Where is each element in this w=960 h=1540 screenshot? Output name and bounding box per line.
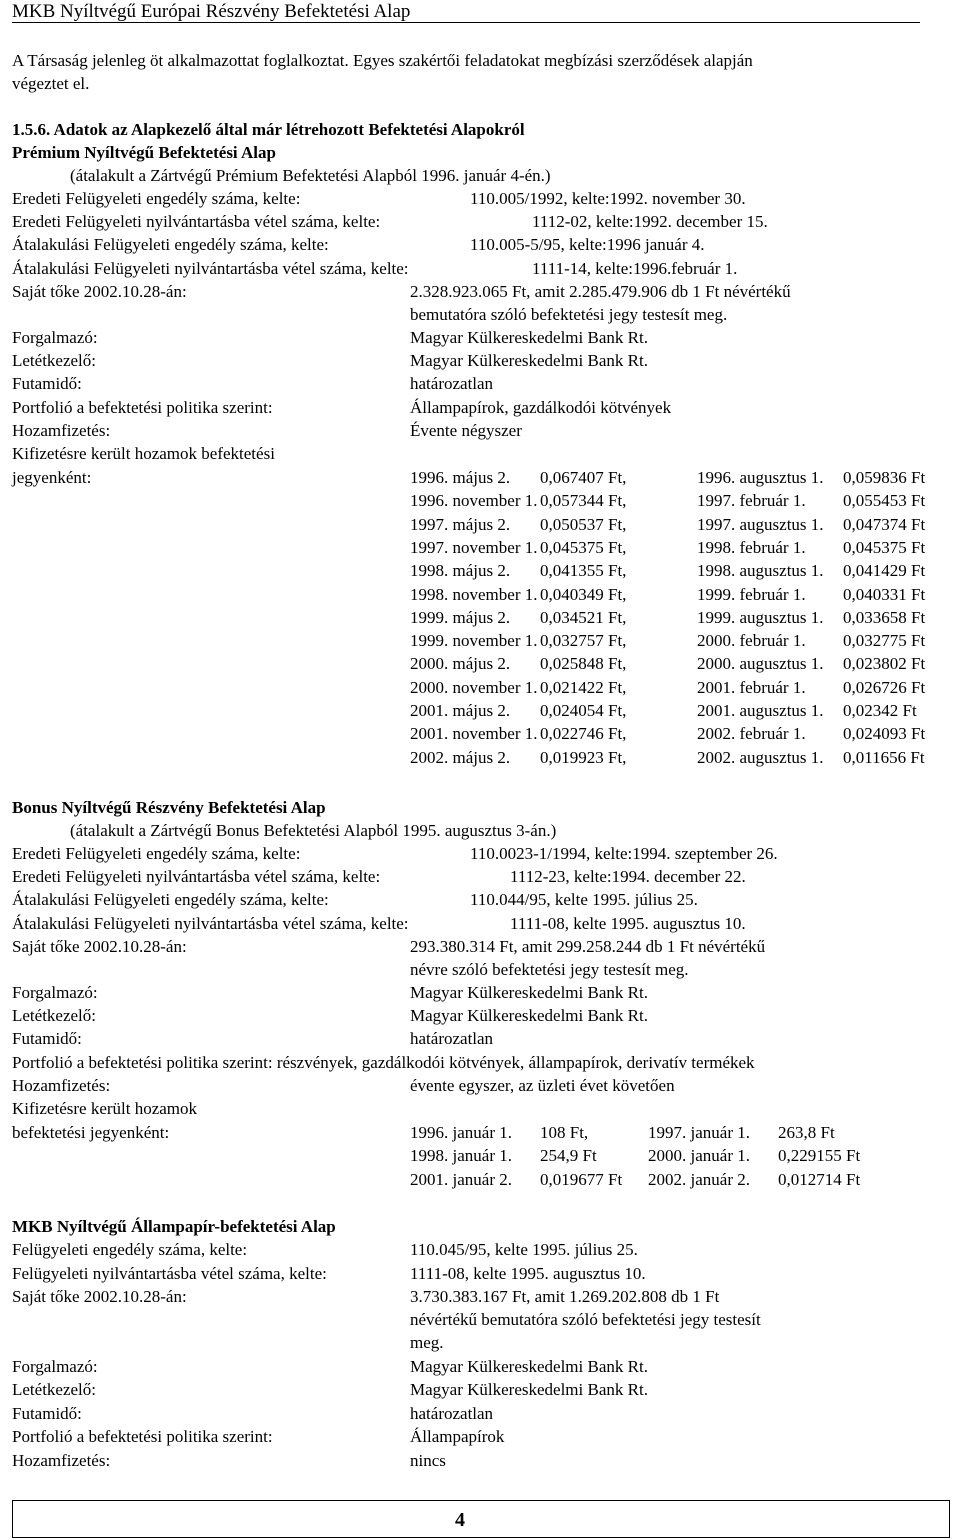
bonus-row-label: Átalakulási Felügyeleti engedély száma, kelte: (12, 890, 329, 909)
premium-payout-cell: 2001. február 1. (697, 677, 806, 697)
premium-payout-cell: 1996. május 2. (410, 468, 511, 487)
premium-payout-cell: 1997. február 1. (697, 491, 806, 511)
allampapir-info-label: Hozamfizetés: (12, 1451, 111, 1470)
premium-row-value: 1111-14, kelte:1996.február 1. (532, 259, 738, 278)
premium-payout-cell: 0,02342 Ft (843, 701, 917, 720)
premium-info-value: Évente négyszer (410, 421, 522, 440)
bonus-info-label: Letétkezelő: (12, 1006, 97, 1025)
bonus-payout-cell: 108 Ft, (540, 1123, 589, 1142)
page-header-title: MKB Nyíltvégű Európai Részvény Befektetési Alap (12, 1, 411, 22)
premium-info-value: Magyar Külkereskedelmi Bank Rt. (410, 328, 648, 347)
premium-payout-cell: 2001. november 1. (410, 724, 538, 744)
bonus-info-value: Magyar Külkereskedelmi Bank Rt. (410, 983, 648, 1002)
premium-payout-cell: 0,024093 Ft (843, 724, 926, 744)
premium-payout-cell: 0,041429 Ft (843, 561, 926, 581)
premium-payout-cell: 0,022746 Ft, (540, 724, 627, 744)
premium-payout-cell: 0,045375 Ft, (540, 537, 627, 557)
premium-payout-cell: 1998. augusztus 1. (697, 561, 824, 581)
bonus-payout-label: Kifizetésre került hozamok (12, 1099, 198, 1118)
allampapir-equity-value-3: meg. (410, 1333, 444, 1352)
bonus-subtitle: (átalakult a Zártvégű Bonus Befektetési Alapból 1995. augusztus 3-án.) (70, 821, 557, 840)
premium-equity-value: 2.328.923.065 Ft, amit 2.285.479.906 db 1 Ft névértékű (410, 282, 791, 301)
premium-info-label: Forgalmazó: (12, 328, 98, 347)
premium-row-label: Átalakulási Felügyeleti nyilvántartásba vétel száma, kelte: (12, 259, 409, 278)
premium-info-value: Magyar Külkereskedelmi Bank Rt. (410, 351, 648, 370)
premium-payout-cell: 1999. február 1. (697, 584, 806, 604)
bonus-payout-cell: 254,9 Ft (540, 1146, 597, 1166)
bonus-payout-cell: 1996. január 1. (410, 1123, 512, 1142)
premium-payout-cell: 0,067407 Ft, (540, 468, 627, 487)
premium-row-value: 1112-02, kelte:1992. december 15. (532, 212, 768, 231)
premium-payout-cell: 0,059836 Ft (843, 468, 926, 487)
premium-payout-cell: 0,033658 Ft (843, 607, 926, 627)
premium-payout-cell: 1999. május 2. (410, 607, 511, 627)
premium-payout-cell: 2001. augusztus 1. (697, 701, 824, 720)
header-divider (12, 22, 920, 23)
bonus-payout-cell: 0,012714 Ft (778, 1169, 861, 1189)
premium-payout-cell: 2000. augusztus 1. (697, 654, 824, 674)
bonus-row-value: 110.0023-1/1994, kelte:1994. szeptember 26. (470, 844, 778, 863)
premium-info-value: Állampapírok, gazdálkodói kötvények (410, 398, 672, 417)
bonus-payout-cell: 2002. január 2. (648, 1169, 750, 1189)
premium-payout-cell: 1996. augusztus 1. (697, 468, 824, 487)
premium-payout-cell: 0,026726 Ft (843, 677, 926, 697)
bonus-equity-label: Saját tőke 2002.10.28-án: (12, 937, 187, 956)
bonus-payout-cell: 0,019677 Ft (540, 1169, 623, 1189)
premium-payout-cell: 2001. május 2. (410, 701, 511, 720)
bonus-equity-value: 293.380.314 Ft, amit 299.258.244 db 1 Ft névértékű (410, 937, 766, 956)
premium-subtitle: (átalakult a Zártvégű Prémium Befektetési Alapból 1996. január 4-én.) (70, 166, 551, 185)
premium-payout-cell: 2000. május 2. (410, 654, 511, 674)
premium-payout-cell: 0,011656 Ft (843, 747, 925, 767)
intro-line-1: A Társaság jelenleg öt alkalmazottat foglalkoztat. Egyes szakértői feladatokat megbízási szerződések alapján (12, 51, 753, 70)
premium-info-label: Letétkezelő: (12, 351, 97, 370)
page-number: 4 (455, 1509, 465, 1531)
premium-payout-cell: 1997. május 2. (410, 514, 511, 534)
allampapir-info-label: Forgalmazó: (12, 1357, 98, 1376)
bonus-yield-label: Hozamfizetés: (12, 1076, 111, 1095)
premium-info-label: Futamidő: (12, 374, 82, 393)
bonus-payout-cell: 263,8 Ft (778, 1123, 835, 1142)
bonus-payout-cell: 2000. január 1. (648, 1146, 750, 1166)
bonus-payout-cell: 1998. január 1. (410, 1146, 512, 1166)
allampapir-info-value: Állampapírok (410, 1427, 505, 1446)
premium-payout-cell: 1999. november 1. (410, 631, 538, 651)
bonus-row-value: 110.044/95, kelte 1995. július 25. (470, 890, 698, 909)
premium-payout-cell: 0,024054 Ft, (540, 701, 627, 720)
allampapir-info-value: nincs (410, 1451, 446, 1470)
premium-row-value: 110.005/1992, kelte:1992. november 30. (470, 189, 746, 208)
bonus-portfolio-line: Portfolió a befektetési politika szerint: részvények, gazdálkodói kötvények, állampapírok, derivatív termékek (12, 1053, 755, 1072)
premium-payout-cell: 0,021422 Ft, (540, 677, 627, 697)
premium-row-label: Átalakulási Felügyeleti engedély száma, kelte: (12, 235, 329, 254)
bonus-payout-label-2: befektetési jegyenként: (12, 1123, 170, 1142)
premium-payout-cell: 1999. augusztus 1. (697, 607, 824, 627)
premium-row-label: Eredeti Felügyeleti nyilvántartásba vétel száma, kelte: (12, 212, 381, 231)
premium-payout-cell: 0,023802 Ft (843, 654, 926, 674)
bonus-info-value: Magyar Külkereskedelmi Bank Rt. (410, 1006, 648, 1025)
premium-payout-cell: 0,041355 Ft, (540, 561, 627, 581)
allampapir-info-label: Portfolió a befektetési politika szerint: (12, 1427, 273, 1446)
premium-payout-cell: 0,025848 Ft, (540, 654, 627, 674)
premium-payout-cell: 1998. november 1. (410, 584, 538, 604)
premium-payout-cell: 1997. november 1. (410, 537, 538, 557)
premium-payout-cell: 0,019923 Ft, (540, 747, 627, 767)
premium-payout-cell: 2002. május 2. (410, 747, 511, 767)
premium-equity-label: Saját tőke 2002.10.28-án: (12, 282, 187, 301)
premium-payout-cell: 0,032757 Ft, (540, 631, 627, 651)
section-heading: 1.5.6. Adatok az Alapkezelő által már létrehozott Befektetési Alapokról (12, 120, 525, 139)
allampapir-row-value: 1111-08, kelte 1995. augusztus 10. (410, 1264, 646, 1283)
allampapir-info-value: Magyar Külkereskedelmi Bank Rt. (410, 1357, 648, 1376)
footer-box (12, 1500, 950, 1538)
bonus-info-label: Futamidő: (12, 1029, 82, 1048)
allampapir-equity-value-2: névértékű bemutatóra szóló befektetési jegy testesít (410, 1310, 761, 1329)
premium-equity-value-2: bemutatóra szóló befektetési jegy testesít meg. (410, 305, 728, 324)
premium-info-label: Portfolió a befektetési politika szerint: (12, 398, 273, 417)
premium-payout-cell: 0,040331 Ft (843, 584, 926, 604)
premium-payout-cell: 0,032775 Ft (843, 631, 926, 651)
premium-payout-cell: 1998. május 2. (410, 561, 511, 581)
premium-payout-cell: 0,050537 Ft, (540, 514, 627, 534)
bonus-equity-value-2: névre szóló befektetési jegy testesít meg. (410, 960, 689, 979)
allampapir-equity-value: 3.730.383.167 Ft, amit 1.269.202.808 db 1 Ft (410, 1287, 720, 1306)
premium-payout-cell: 1996. november 1. (410, 491, 538, 511)
bonus-row-label: Eredeti Felügyeleti nyilvántartásba vétel száma, kelte: (12, 867, 381, 886)
premium-payout-cell: 2000. november 1. (410, 677, 538, 697)
allampapir-row-value: 110.045/95, kelte 1995. július 25. (410, 1240, 638, 1259)
premium-payout-cell: 0,045375 Ft (843, 537, 926, 557)
allampapir-row-label: Felügyeleti nyilvántartásba vétel száma, kelte: (12, 1264, 327, 1283)
premium-payout-cell: 2002. február 1. (697, 724, 806, 744)
bonus-row-value: 1112-23, kelte:1994. december 22. (510, 867, 746, 886)
bonus-yield-value: évente egyszer, az üzleti évet követően (410, 1076, 675, 1095)
premium-payout-cell: 2002. augusztus 1. (697, 747, 824, 767)
allampapir-equity-label: Saját tőke 2002.10.28-án: (12, 1287, 187, 1306)
premium-payout-cell: 0,047374 Ft (843, 514, 926, 534)
premium-payout-cell: 0,057344 Ft, (540, 491, 627, 511)
bonus-payout-cell: 2001. január 2. (410, 1169, 512, 1189)
bonus-payout-cell: 0,229155 Ft (778, 1146, 861, 1166)
premium-row-label: Eredeti Felügyeleti engedély száma, kelte: (12, 189, 301, 208)
premium-payout-label-2: jegyenként: (12, 468, 92, 487)
allampapir-title: MKB Nyíltvégű Állampapír-befektetési Alap (12, 1217, 336, 1236)
premium-payout-label: Kifizetésre került hozamok befektetési (12, 444, 275, 463)
allampapir-row-label: Felügyeleti engedély száma, kelte: (12, 1240, 248, 1259)
bonus-row-label: Eredeti Felügyeleti engedély száma, kelte: (12, 844, 301, 863)
allampapir-info-value: Magyar Külkereskedelmi Bank Rt. (410, 1380, 648, 1399)
premium-payout-cell: 1997. augusztus 1. (697, 514, 824, 534)
premium-info-label: Hozamfizetés: (12, 421, 111, 440)
bonus-info-label: Forgalmazó: (12, 983, 98, 1002)
premium-payout-cell: 1998. február 1. (697, 537, 806, 557)
allampapir-info-label: Futamidő: (12, 1404, 82, 1423)
allampapir-info-label: Letétkezelő: (12, 1380, 97, 1399)
bonus-row-value: 1111-08, kelte 1995. augusztus 10. (510, 914, 746, 933)
premium-info-value: határozatlan (410, 374, 494, 393)
intro-line-2: végeztet el. (12, 74, 90, 93)
bonus-payout-cell: 1997. január 1. (648, 1123, 750, 1142)
premium-title: Prémium Nyíltvégű Befektetési Alap (12, 143, 276, 162)
bonus-title: Bonus Nyíltvégű Részvény Befektetési Alap (12, 798, 326, 817)
premium-row-value: 110.005-5/95, kelte:1996 január 4. (470, 235, 705, 254)
allampapir-info-value: határozatlan (410, 1404, 494, 1423)
premium-payout-cell: 0,034521 Ft, (540, 607, 627, 627)
premium-payout-cell: 0,040349 Ft, (540, 584, 627, 604)
premium-payout-cell: 0,055453 Ft (843, 491, 926, 511)
bonus-info-value: határozatlan (410, 1029, 494, 1048)
bonus-row-label: Átalakulási Felügyeleti nyilvántartásba vétel száma, kelte: (12, 914, 409, 933)
premium-payout-cell: 2000. február 1. (697, 631, 806, 651)
